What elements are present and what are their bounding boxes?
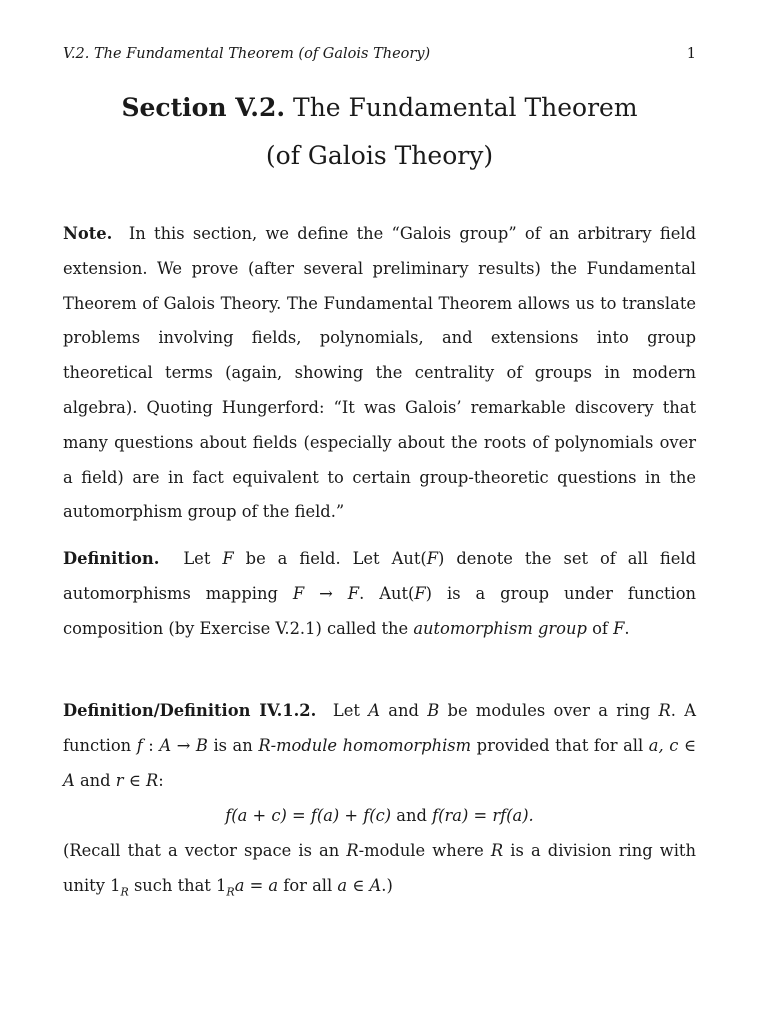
definition-module-homomorphism: Definition/Definition IV.1.2. Let A and B be modules over a ring R. A function f : A → B is an R-module homomorphism provided that for all a, c ∈ A and r ∈ R: f(a + c) = f(a) + f(c) and f(ra) = rf(a). (Recall that a vector space is an R-module where R is a division ring with unity $1_R$ such that $1_Ra = a$ for all a ∈ A.) [63,694,696,904]
section-title-line-2: (of Galois Theory) [265,141,494,170]
note-text: In this section, we define the “Galois group” of an arbitrary field extension. We prove (after several preliminary results) the Fundamental Theorem of Galois Theory. The Fundamental Theorem allows us to translate problems involving fields, polynomials, and extensions into group theoretical terms (again, showing the centrality of groups in modern algebra). Quoting Hungerford: “It was Galois’ remarkable discovery that many questions about fields (especially about the roots of polynomials over a field) are in fact equivalent to certain group-theoretic questions in the automorphism group of the field.” [63,224,697,522]
definition-label-2: Definition/Definition IV.1.2. [63,701,317,720]
vector-space-remark: (Recall that a vector space is an R-module where R is a division ring with unity $1_R$ such that $1_Ra = a$ for all a ∈ A.) [63,841,696,899]
note-label: Note. [63,224,113,243]
section-number: Section V.2. [121,93,286,122]
section-title-line-1 [63,84,696,132]
definition-label: Definition. [63,549,160,568]
running-head [63,46,696,66]
homomorphism-equation: f(a + c) = f(a) + f(c) and f(ra) = rf(a). [225,806,534,826]
note-paragraph [63,217,696,530]
running-head-title: V.2. The Fundamental Theorem (of Galois Theory) [63,46,431,62]
section-title [63,84,696,180]
section-title-main: The Fundamental Theorem [293,93,638,122]
definition-automorphism-group: Definition. Let F be a field. Let Aut(F) denote the set of all field automorphisms mapping F → F. Aut(F) is a group under function composition (by Exercise V.2.1) called the automorphism group of F. [63,549,697,638]
module-homomorphism-term: R-module homomorphism [258,735,472,755]
page-number: 1 [686,46,696,62]
automorphism-group-term: automorphism group [413,618,587,638]
